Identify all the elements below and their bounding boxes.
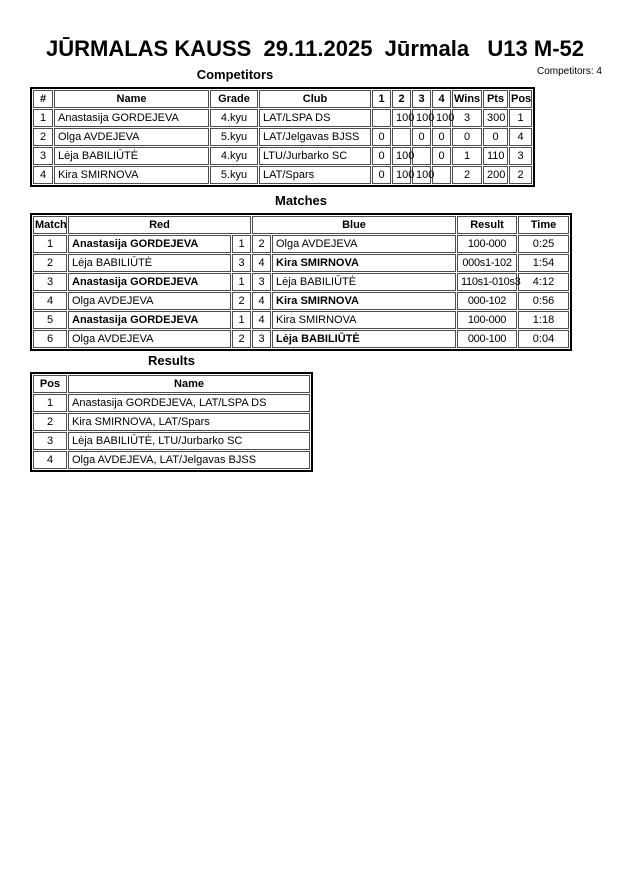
match-number: 6 (33, 330, 67, 348)
col-match: Match (33, 216, 67, 234)
match-number: 1 (33, 235, 67, 253)
col-club: Club (259, 90, 371, 108)
competitor-pos: 1 (509, 109, 532, 127)
col-opponent-1: 1 (372, 90, 391, 108)
col-blue: Blue (252, 216, 456, 234)
result-name: Lėja BABILIŪTĖ, LTU/Jurbarko SC (68, 432, 310, 450)
col-time: Time (518, 216, 569, 234)
match-time: 4:12 (518, 273, 569, 291)
match-time: 0:25 (518, 235, 569, 253)
result-pos: 2 (33, 413, 67, 431)
match-red-number: 1 (232, 235, 251, 253)
match-result: 110s1-010s3 (457, 273, 517, 291)
match-number: 2 (33, 254, 67, 272)
col-wins: Wins (452, 90, 482, 108)
competitor-grade: 5.kyu (210, 128, 258, 146)
match-blue-number: 3 (252, 330, 271, 348)
match-time: 0:04 (518, 330, 569, 348)
result-name: Kira SMIRNOVA, LAT/Spars (68, 413, 310, 431)
match-red-number: 1 (232, 311, 251, 329)
result-name: Anastasija GORDEJEVA, LAT/LSPA DS (68, 394, 310, 412)
match-blue-name: Lėja BABILIŪTĖ (272, 330, 456, 348)
score-vs-1 (372, 109, 391, 127)
score-vs-4 (432, 166, 451, 184)
competitor-wins: 1 (452, 147, 482, 165)
match-row (33, 311, 569, 329)
competitor-pts: 300 (483, 109, 508, 127)
competitor-pts: 110 (483, 147, 508, 165)
result-pos: 1 (33, 394, 67, 412)
match-red-name: Anastasija GORDEJEVA (68, 311, 231, 329)
score-vs-3: 100 (412, 166, 431, 184)
results-heading: Results (148, 353, 195, 368)
match-blue-number: 4 (252, 254, 271, 272)
match-blue-name: Kira SMIRNOVA (272, 254, 456, 272)
match-red-name: Anastasija GORDEJEVA (68, 235, 231, 253)
match-time: 1:18 (518, 311, 569, 329)
result-row (33, 394, 310, 412)
match-row (33, 292, 569, 310)
competitor-name: Kira SMIRNOVA (54, 166, 209, 184)
competitor-name: Anastasija GORDEJEVA (54, 109, 209, 127)
results-header-row (33, 375, 310, 393)
score-vs-1: 0 (372, 166, 391, 184)
match-result: 100-000 (457, 311, 517, 329)
col-pts: Pts (483, 90, 508, 108)
score-vs-4: 0 (432, 128, 451, 146)
competitor-row (33, 147, 532, 165)
match-blue-number: 2 (252, 235, 271, 253)
col-name: Name (68, 375, 310, 393)
result-row (33, 413, 310, 431)
results-table (30, 372, 313, 472)
competitors-table (30, 87, 535, 187)
competitor-row (33, 109, 532, 127)
score-vs-2: 100 (392, 109, 411, 127)
matches-header-row (33, 216, 569, 234)
match-red-number: 3 (232, 254, 251, 272)
competitor-row (33, 128, 532, 146)
competitor-wins: 2 (452, 166, 482, 184)
score-vs-3 (412, 147, 431, 165)
competitor-wins: 0 (452, 128, 482, 146)
competitor-number: 4 (33, 166, 53, 184)
match-red-number: 2 (232, 292, 251, 310)
match-row (33, 235, 569, 253)
competitor-club: LTU/Jurbarko SC (259, 147, 371, 165)
match-red-name: Anastasija GORDEJEVA (68, 273, 231, 291)
match-red-number: 1 (232, 273, 251, 291)
page-title: JŪRMALAS KAUSS 29.11.2025 Jūrmala U13 M-52 (45, 36, 584, 61)
match-blue-name: Kira SMIRNOVA (272, 292, 456, 310)
match-number: 4 (33, 292, 67, 310)
col-result: Result (457, 216, 517, 234)
match-row (33, 330, 569, 348)
col-opponent-2: 2 (392, 90, 411, 108)
col-grade: Grade (210, 90, 258, 108)
match-number: 5 (33, 311, 67, 329)
match-blue-number: 4 (252, 311, 271, 329)
score-vs-1: 0 (372, 128, 391, 146)
match-red-name: Olga AVDEJEVA (68, 292, 231, 310)
match-result: 000-100 (457, 330, 517, 348)
result-pos: 4 (33, 451, 67, 469)
match-red-name: Lėja BABILIŪTĖ (68, 254, 231, 272)
match-time: 1:54 (518, 254, 569, 272)
competitor-grade: 4.kyu (210, 147, 258, 165)
match-blue-name: Olga AVDEJEVA (272, 235, 456, 253)
match-blue-name: Lėja BABILIŪTĖ (272, 273, 456, 291)
competitor-club: LAT/Spars (259, 166, 371, 184)
result-name: Olga AVDEJEVA, LAT/Jelgavas BJSS (68, 451, 310, 469)
competitor-row (33, 166, 532, 184)
score-vs-3: 0 (412, 128, 431, 146)
competitors-header-row (33, 90, 532, 108)
competitor-pos: 3 (509, 147, 532, 165)
competitor-number: 3 (33, 147, 53, 165)
col-number: # (33, 90, 53, 108)
competitor-club: LAT/Jelgavas BJSS (259, 128, 371, 146)
col-pos: Pos (509, 90, 532, 108)
match-result: 000-102 (457, 292, 517, 310)
competitor-name: Lėja BABILIŪTĖ (54, 147, 209, 165)
competitor-club: LAT/LSPA DS (259, 109, 371, 127)
competitor-grade: 4.kyu (210, 109, 258, 127)
score-vs-4: 100 (432, 109, 451, 127)
result-row (33, 432, 310, 450)
competitor-pts: 0 (483, 128, 508, 146)
match-row (33, 254, 569, 272)
score-vs-2: 100 (392, 166, 411, 184)
match-result: 100-000 (457, 235, 517, 253)
col-red: Red (68, 216, 251, 234)
competitor-wins: 3 (452, 109, 482, 127)
matches-table (30, 213, 572, 351)
match-result: 000s1-102 (457, 254, 517, 272)
match-time: 0:56 (518, 292, 569, 310)
competitor-number: 1 (33, 109, 53, 127)
match-number: 3 (33, 273, 67, 291)
competitor-number: 2 (33, 128, 53, 146)
match-blue-number: 4 (252, 292, 271, 310)
score-vs-3: 100 (412, 109, 431, 127)
score-vs-2: 100 (392, 147, 411, 165)
match-blue-name: Kira SMIRNOVA (272, 311, 456, 329)
matches-heading: Matches (274, 193, 328, 208)
match-red-name: Olga AVDEJEVA (68, 330, 231, 348)
col-pos: Pos (33, 375, 67, 393)
col-name: Name (54, 90, 209, 108)
competitor-pts: 200 (483, 166, 508, 184)
col-opponent-4: 4 (432, 90, 451, 108)
match-row (33, 273, 569, 291)
match-blue-number: 3 (252, 273, 271, 291)
match-red-number: 2 (232, 330, 251, 348)
result-row (33, 451, 310, 469)
col-opponent-3: 3 (412, 90, 431, 108)
competitors-heading: Competitors (196, 67, 274, 82)
result-pos: 3 (33, 432, 67, 450)
competitor-pos: 4 (509, 128, 532, 146)
competitor-name: Olga AVDEJEVA (54, 128, 209, 146)
competitor-grade: 5.kyu (210, 166, 258, 184)
competitor-pos: 2 (509, 166, 532, 184)
score-vs-4: 0 (432, 147, 451, 165)
competitors-count: Competitors: 4 (536, 66, 602, 77)
score-vs-2 (392, 128, 411, 146)
score-vs-1: 0 (372, 147, 391, 165)
